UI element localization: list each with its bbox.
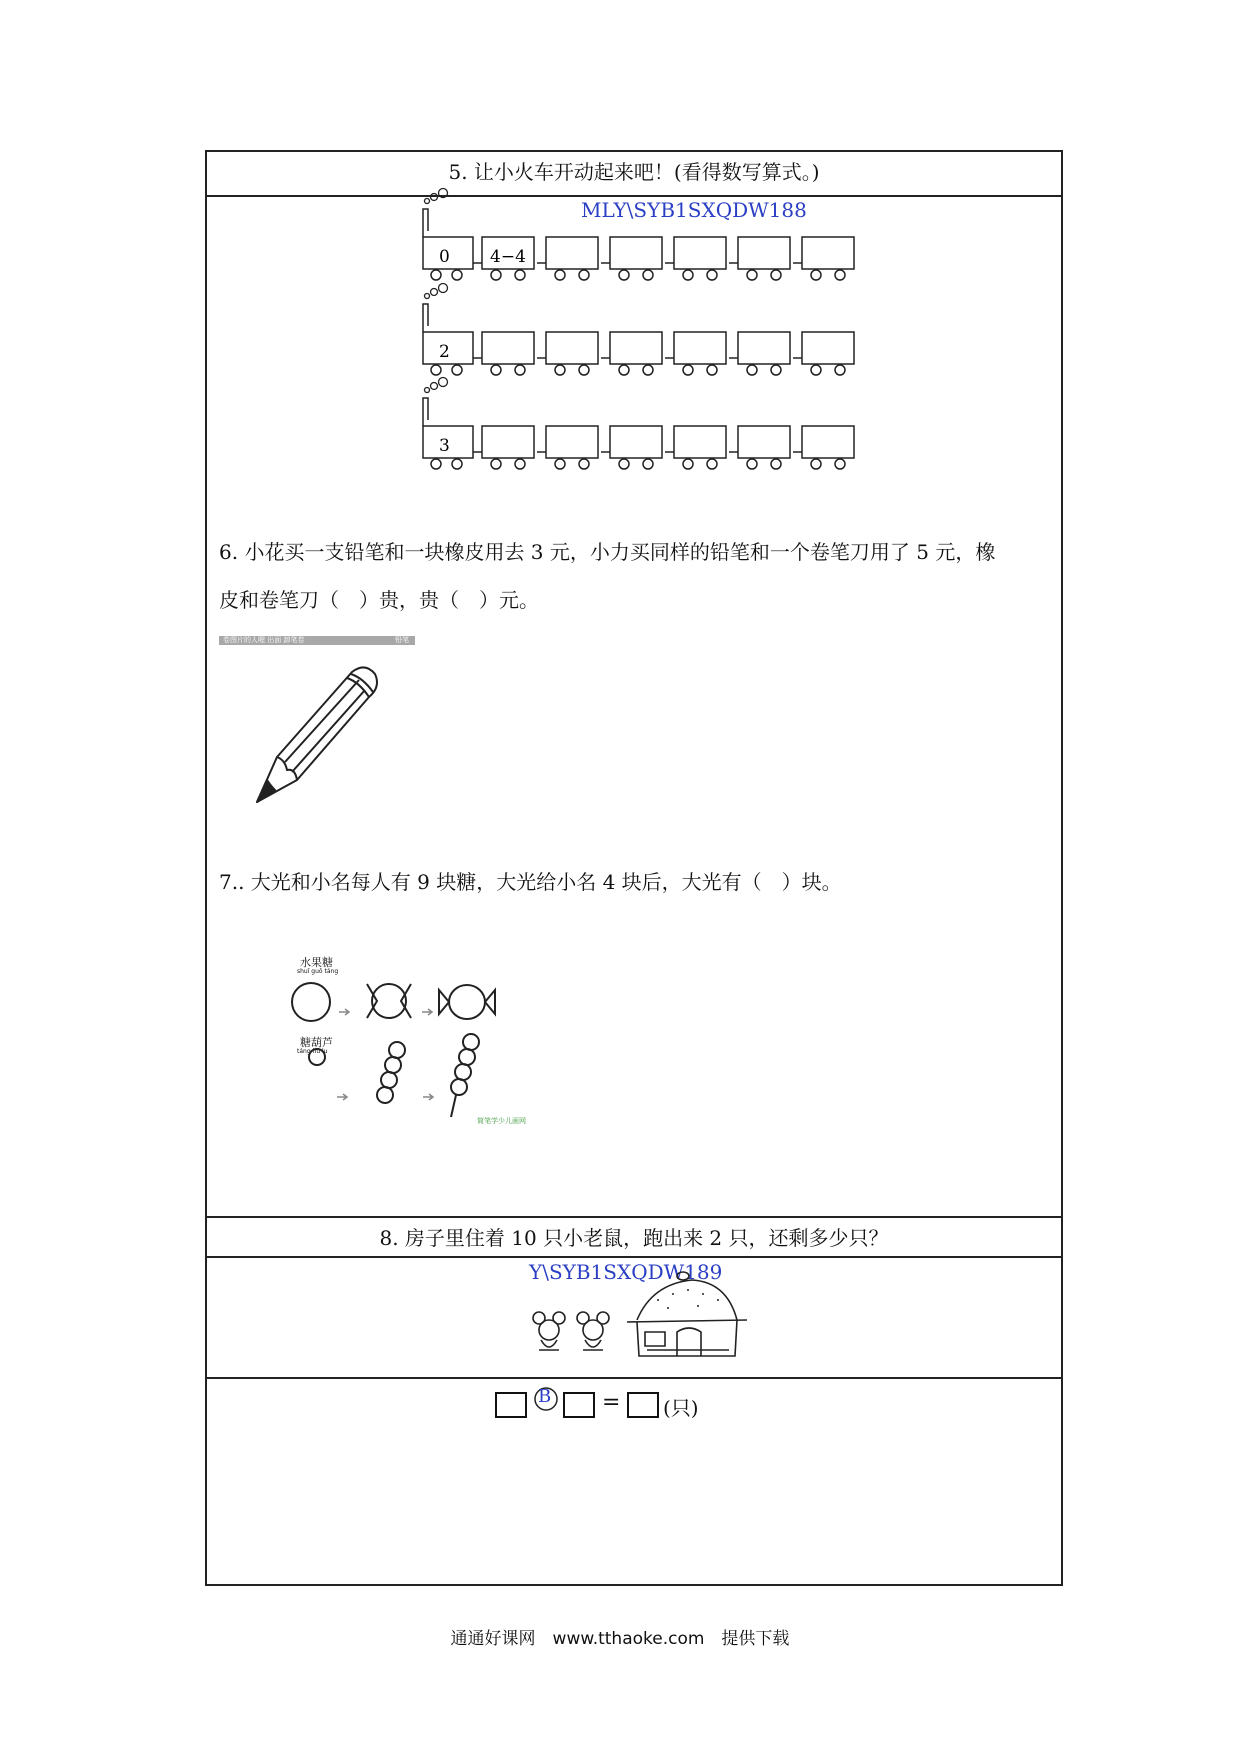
train-car[interactable] <box>738 426 790 458</box>
wheel <box>771 365 781 375</box>
q8-title: 8. 房子里住着 10 只小老鼠，跑出来 2 只，还剩多少只？ <box>379 1226 889 1250</box>
wheel <box>555 365 565 375</box>
chimney <box>423 304 428 332</box>
train <box>423 284 854 376</box>
wheel <box>431 270 441 280</box>
smoke-puff <box>439 378 448 387</box>
wheel <box>491 270 501 280</box>
footer-credit: 通通好课网 www.tthaoke.com 提供下载 <box>450 1629 790 1649</box>
wheel <box>811 365 821 375</box>
smoke-puff <box>431 289 438 296</box>
wheel <box>579 459 589 469</box>
smoke-puff <box>439 189 448 198</box>
wheel <box>683 270 693 280</box>
train-car-value: 4−4 <box>490 247 526 267</box>
drawing-watermark: 简笔学少儿画网 <box>477 1117 526 1125</box>
train-car[interactable] <box>546 237 598 269</box>
circle-letter: B <box>538 1386 552 1407</box>
smoke-puff <box>439 284 448 293</box>
answer-box[interactable] <box>563 1392 595 1418</box>
wheel <box>452 270 462 280</box>
wheel <box>835 459 845 469</box>
train-car[interactable] <box>802 426 854 458</box>
q8-code: Y\SYB1SXQDW189 <box>529 1260 723 1284</box>
wheel <box>555 270 565 280</box>
row-divider <box>207 1256 1061 1258</box>
wheel <box>683 459 693 469</box>
wheel <box>771 459 781 469</box>
wheel <box>619 365 629 375</box>
wheel <box>683 365 693 375</box>
wheel <box>643 459 653 469</box>
wheel <box>431 459 441 469</box>
train-car[interactable] <box>546 332 598 364</box>
wheel <box>835 365 845 375</box>
chimney <box>423 209 428 237</box>
question-table <box>205 150 1063 1586</box>
wheel <box>491 459 501 469</box>
caption-right: 铅笔 <box>395 636 409 644</box>
q6-line2: 皮和卷笔刀（ ）贵，贵（ ）元。 <box>219 588 539 612</box>
answer-box[interactable] <box>495 1392 527 1418</box>
wheel <box>579 365 589 375</box>
wheel <box>515 270 525 280</box>
wheel <box>835 270 845 280</box>
train-car[interactable] <box>482 426 534 458</box>
train <box>423 189 854 281</box>
wheel <box>707 270 717 280</box>
wheel <box>811 459 821 469</box>
train-car[interactable] <box>674 237 726 269</box>
wheel <box>515 365 525 375</box>
train-car[interactable] <box>546 426 598 458</box>
train <box>423 378 854 470</box>
wheel <box>431 365 441 375</box>
unit-label: (只) <box>663 1396 699 1420</box>
train-car[interactable] <box>610 332 662 364</box>
wheel <box>452 365 462 375</box>
wheel <box>619 270 629 280</box>
smoke-puff <box>431 383 438 390</box>
wheel <box>747 459 757 469</box>
equals-sign: = <box>602 1390 621 1415</box>
wheel <box>643 270 653 280</box>
train-car[interactable] <box>674 426 726 458</box>
wheel <box>555 459 565 469</box>
image-caption-bar <box>219 636 415 645</box>
q5-title: 5. 让小火车开动起来吧！(看得数写算式。) <box>448 160 820 184</box>
wheel <box>707 365 717 375</box>
mice-and-house-icon <box>527 1270 787 1362</box>
wheel <box>811 270 821 280</box>
chimney <box>423 398 428 426</box>
wheel <box>452 459 462 469</box>
wheel <box>619 459 629 469</box>
q7-text: 7.. 大光和小名每人有 9 块糖，大光给小名 4 块后，大光有（ ）块。 <box>219 870 842 894</box>
candy-pinyin: shuǐ guǒ táng <box>297 968 339 975</box>
smoke-puff <box>431 194 438 201</box>
candy-drawing-icon <box>287 972 517 1122</box>
train-car[interactable] <box>610 426 662 458</box>
train-car[interactable] <box>802 237 854 269</box>
train-car[interactable] <box>738 237 790 269</box>
candy-label: 水果糖 <box>300 956 333 969</box>
locomotive-number: 0 <box>439 247 450 267</box>
wheel <box>747 270 757 280</box>
row-divider <box>207 1216 1061 1218</box>
locomotive-number: 2 <box>439 342 450 362</box>
train-car[interactable] <box>802 332 854 364</box>
gourd-label: 糖葫芦 <box>300 1036 333 1049</box>
smoke-puff <box>425 199 430 204</box>
q6-line1: 6. 小花买一支铅笔和一块橡皮用去 3 元，小力买同样的铅笔和一个卷笔刀用了 5 元，橡 <box>219 540 996 564</box>
wheel <box>747 365 757 375</box>
pencil-icon <box>247 662 387 812</box>
train-car[interactable] <box>738 332 790 364</box>
wheel <box>707 459 717 469</box>
train-car[interactable] <box>610 237 662 269</box>
wheel <box>515 459 525 469</box>
smoke-puff <box>425 388 430 393</box>
train-car[interactable] <box>482 332 534 364</box>
train-car[interactable] <box>674 332 726 364</box>
caption-left: 卷图片的人喔 出面 卸笔卷 <box>223 636 305 644</box>
wheel <box>771 270 781 280</box>
q5-code: MLY\SYB1SXQDW188 <box>581 198 807 222</box>
answer-box[interactable] <box>627 1392 659 1418</box>
wheel <box>579 270 589 280</box>
row-divider <box>207 1377 1061 1379</box>
wheel <box>643 365 653 375</box>
locomotive-number: 3 <box>439 436 450 456</box>
smoke-puff <box>425 294 430 299</box>
wheel <box>491 365 501 375</box>
gourd-pinyin: táng hú lu <box>297 1048 328 1055</box>
